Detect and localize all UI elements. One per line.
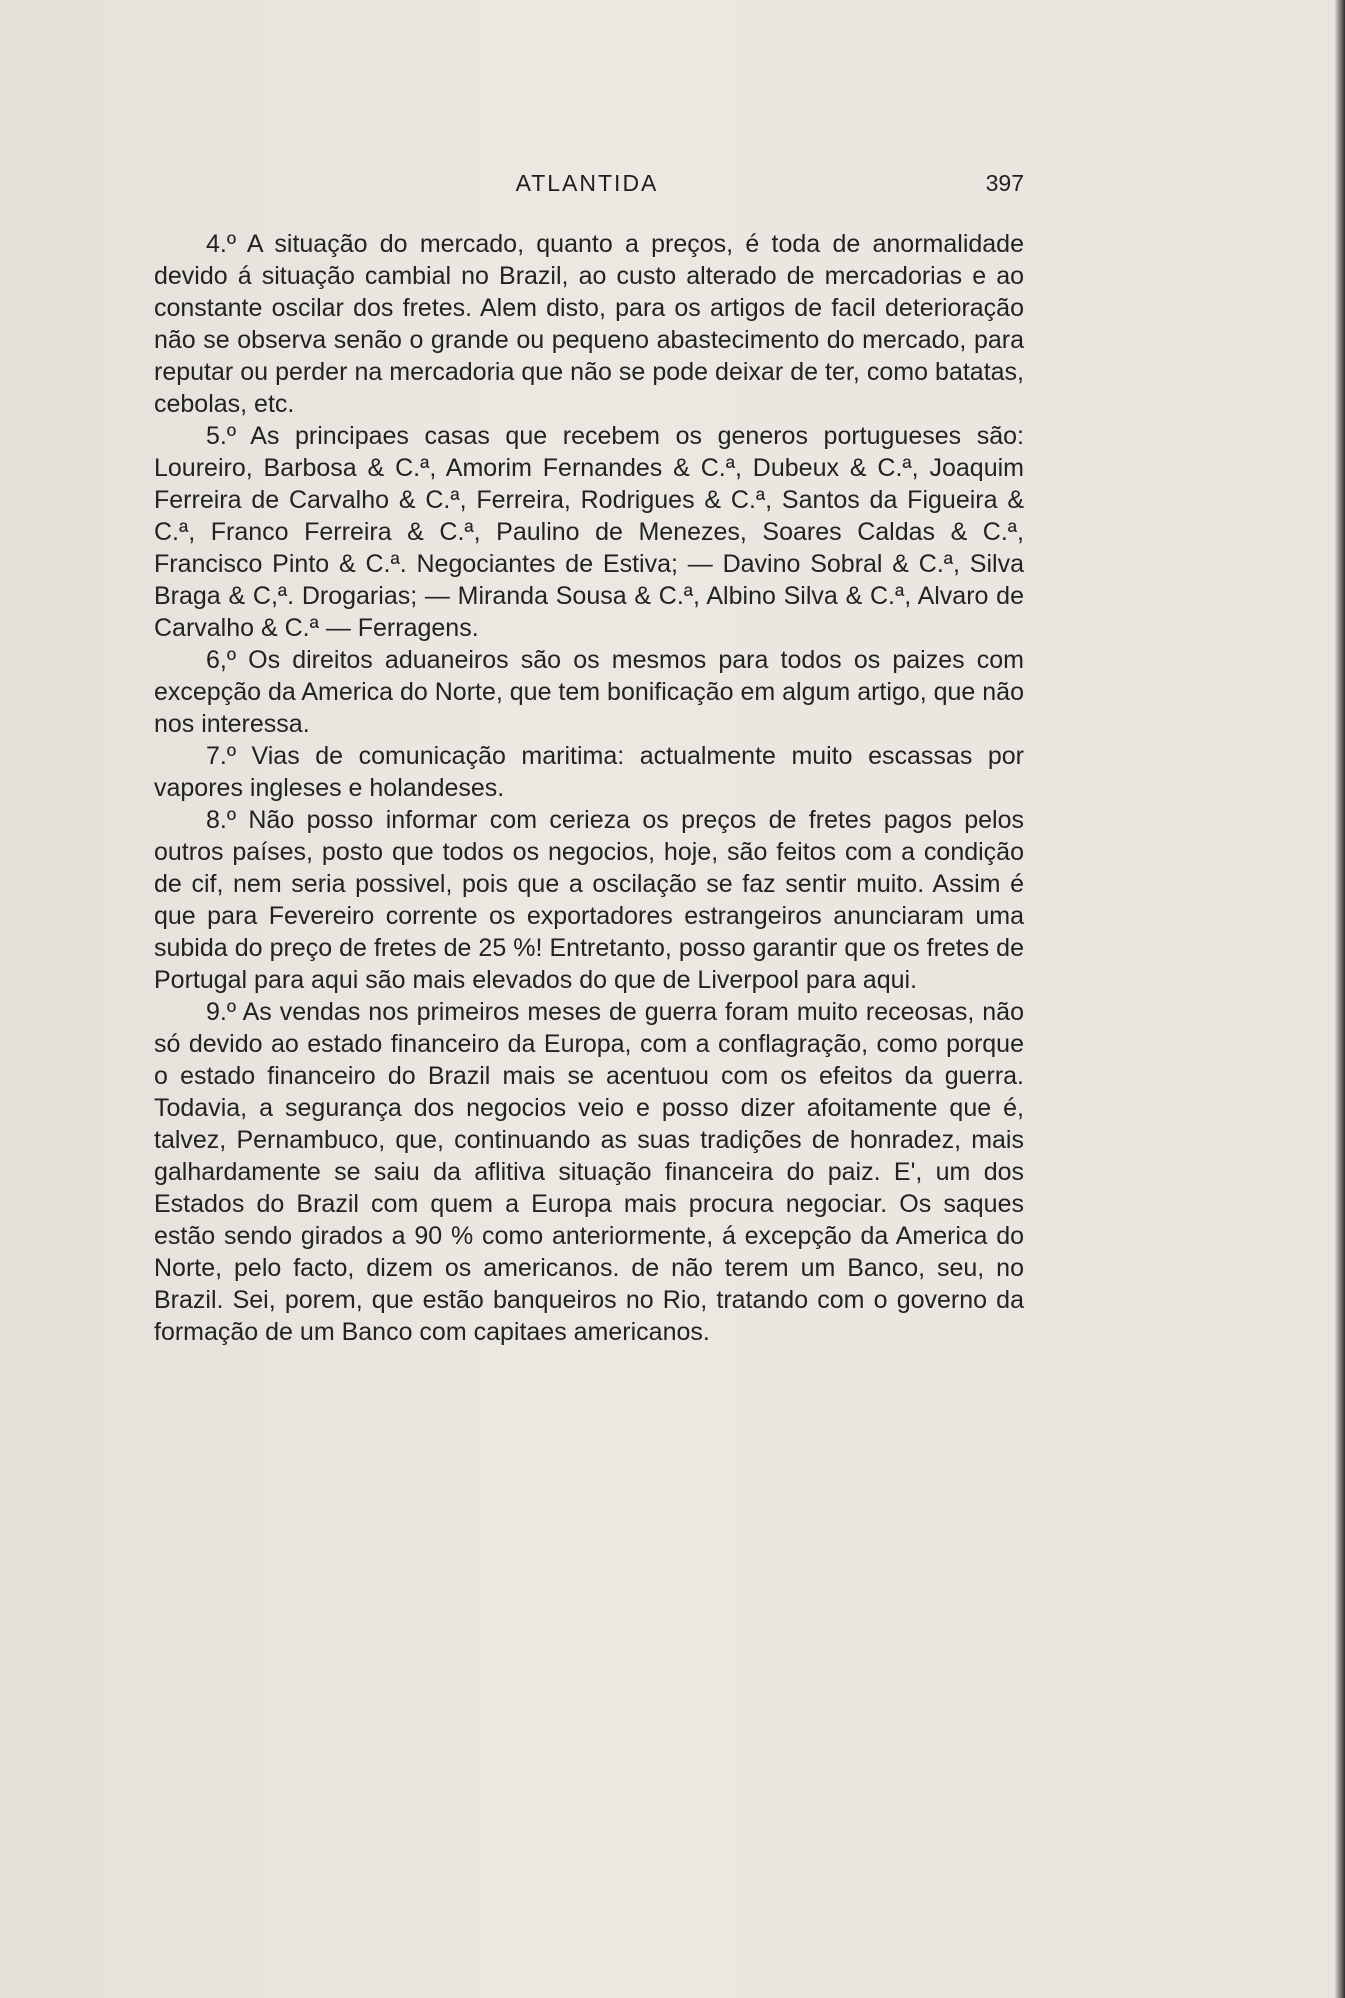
paragraph-item-8: 8.º Não posso informar com cerieza os preços de fretes pagos pelos outros países, posto que todos os negocios, hoje, são feitos com a condição de cif, nem seria possivel, pois que a oscilação se faz sentir muito. Assim é que para Fevereiro corrente os exportadores estrangeiros anunciaram uma subida do preço de fretes de 25 %! Entretanto, posso garantir que os fretes de Portugal para aqui são mais elevados do que de Liverpool para aqui.	[154, 806, 1024, 994]
page-number: 397	[985, 170, 1024, 196]
body-text	[154, 228, 1024, 1348]
running-title: ATLANTIDA	[515, 170, 659, 196]
paragraph-item-4: 4.º A situação do mercado, quanto a preços, é toda de anormalidade devido á situação cambial no Brazil, ao custo alterado de mercadorias e ao constante oscilar dos fretes. Alem disto, para os artigos de facil deterioração não se observa senão o grande ou pequeno abastecimento do mercado, para reputar ou perder na mercadoria que não se pode deixar de ter, como batatas, cebolas, etc.	[154, 230, 1024, 418]
paragraph-item-5: 5.º As principaes casas que recebem os generos portugueses são: Loureiro, Barbosa & C.ª, Amorim Fernandes & C.ª, Dubeux & C.ª, Joaquim Ferreira de Carvalho & C.ª, Ferreira, Rodrigues & C.ª, Santos da Figueira & C.ª, Franco Ferreira & C.ª, Paulino de Menezes, Soares Caldas & C.ª, Francisco Pinto & C.ª. Negociantes de Estiva; — Davino Sobral & C.ª, Silva Braga & C,ª. Drogarias; — Miranda Sousa & C.ª, Albino Silva & C.ª, Alvaro de Carvalho & C.ª — Ferragens.	[154, 422, 1024, 642]
page-binding-edge	[1335, 0, 1345, 1998]
paragraph-item-7: 7.º Vias de comunicação maritima: actualmente muito escassas por vapores ingleses e holandeses.	[154, 742, 1024, 802]
paragraph-item-9: 9.º As vendas nos primeiros meses de guerra foram muito receosas, não só devido ao estado financeiro da Europa, com a conflagração, como porque o estado financeiro do Brazil mais se acentuou com os efeitos da guerra. Todavia, a segurança dos negocios veio e posso dizer afoitamente que é, talvez, Pernambuco, que, continuando as suas tradições de honradez, mais galhardamente se saiu da aflitiva situação financeira do paiz. E', um dos Estados do Brazil com quem a Europa mais procura negociar. Os saques estão sendo girados a 90 % como anteriormente, á excepção da America do Norte, pelo facto, dizem os americanos. de não terem um Banco, seu, no Brazil. Sei, porem, que estão banqueiros no Rio, tratando com o governo da formação de um Banco com capitaes americanos.	[154, 998, 1024, 1346]
page-header	[150, 170, 1024, 210]
paragraph-item-6: 6,º Os direitos aduaneiros são os mesmos para todos os paizes com excepção da America do Norte, que tem bonificação em algum artigo, que não nos interessa.	[154, 646, 1024, 738]
